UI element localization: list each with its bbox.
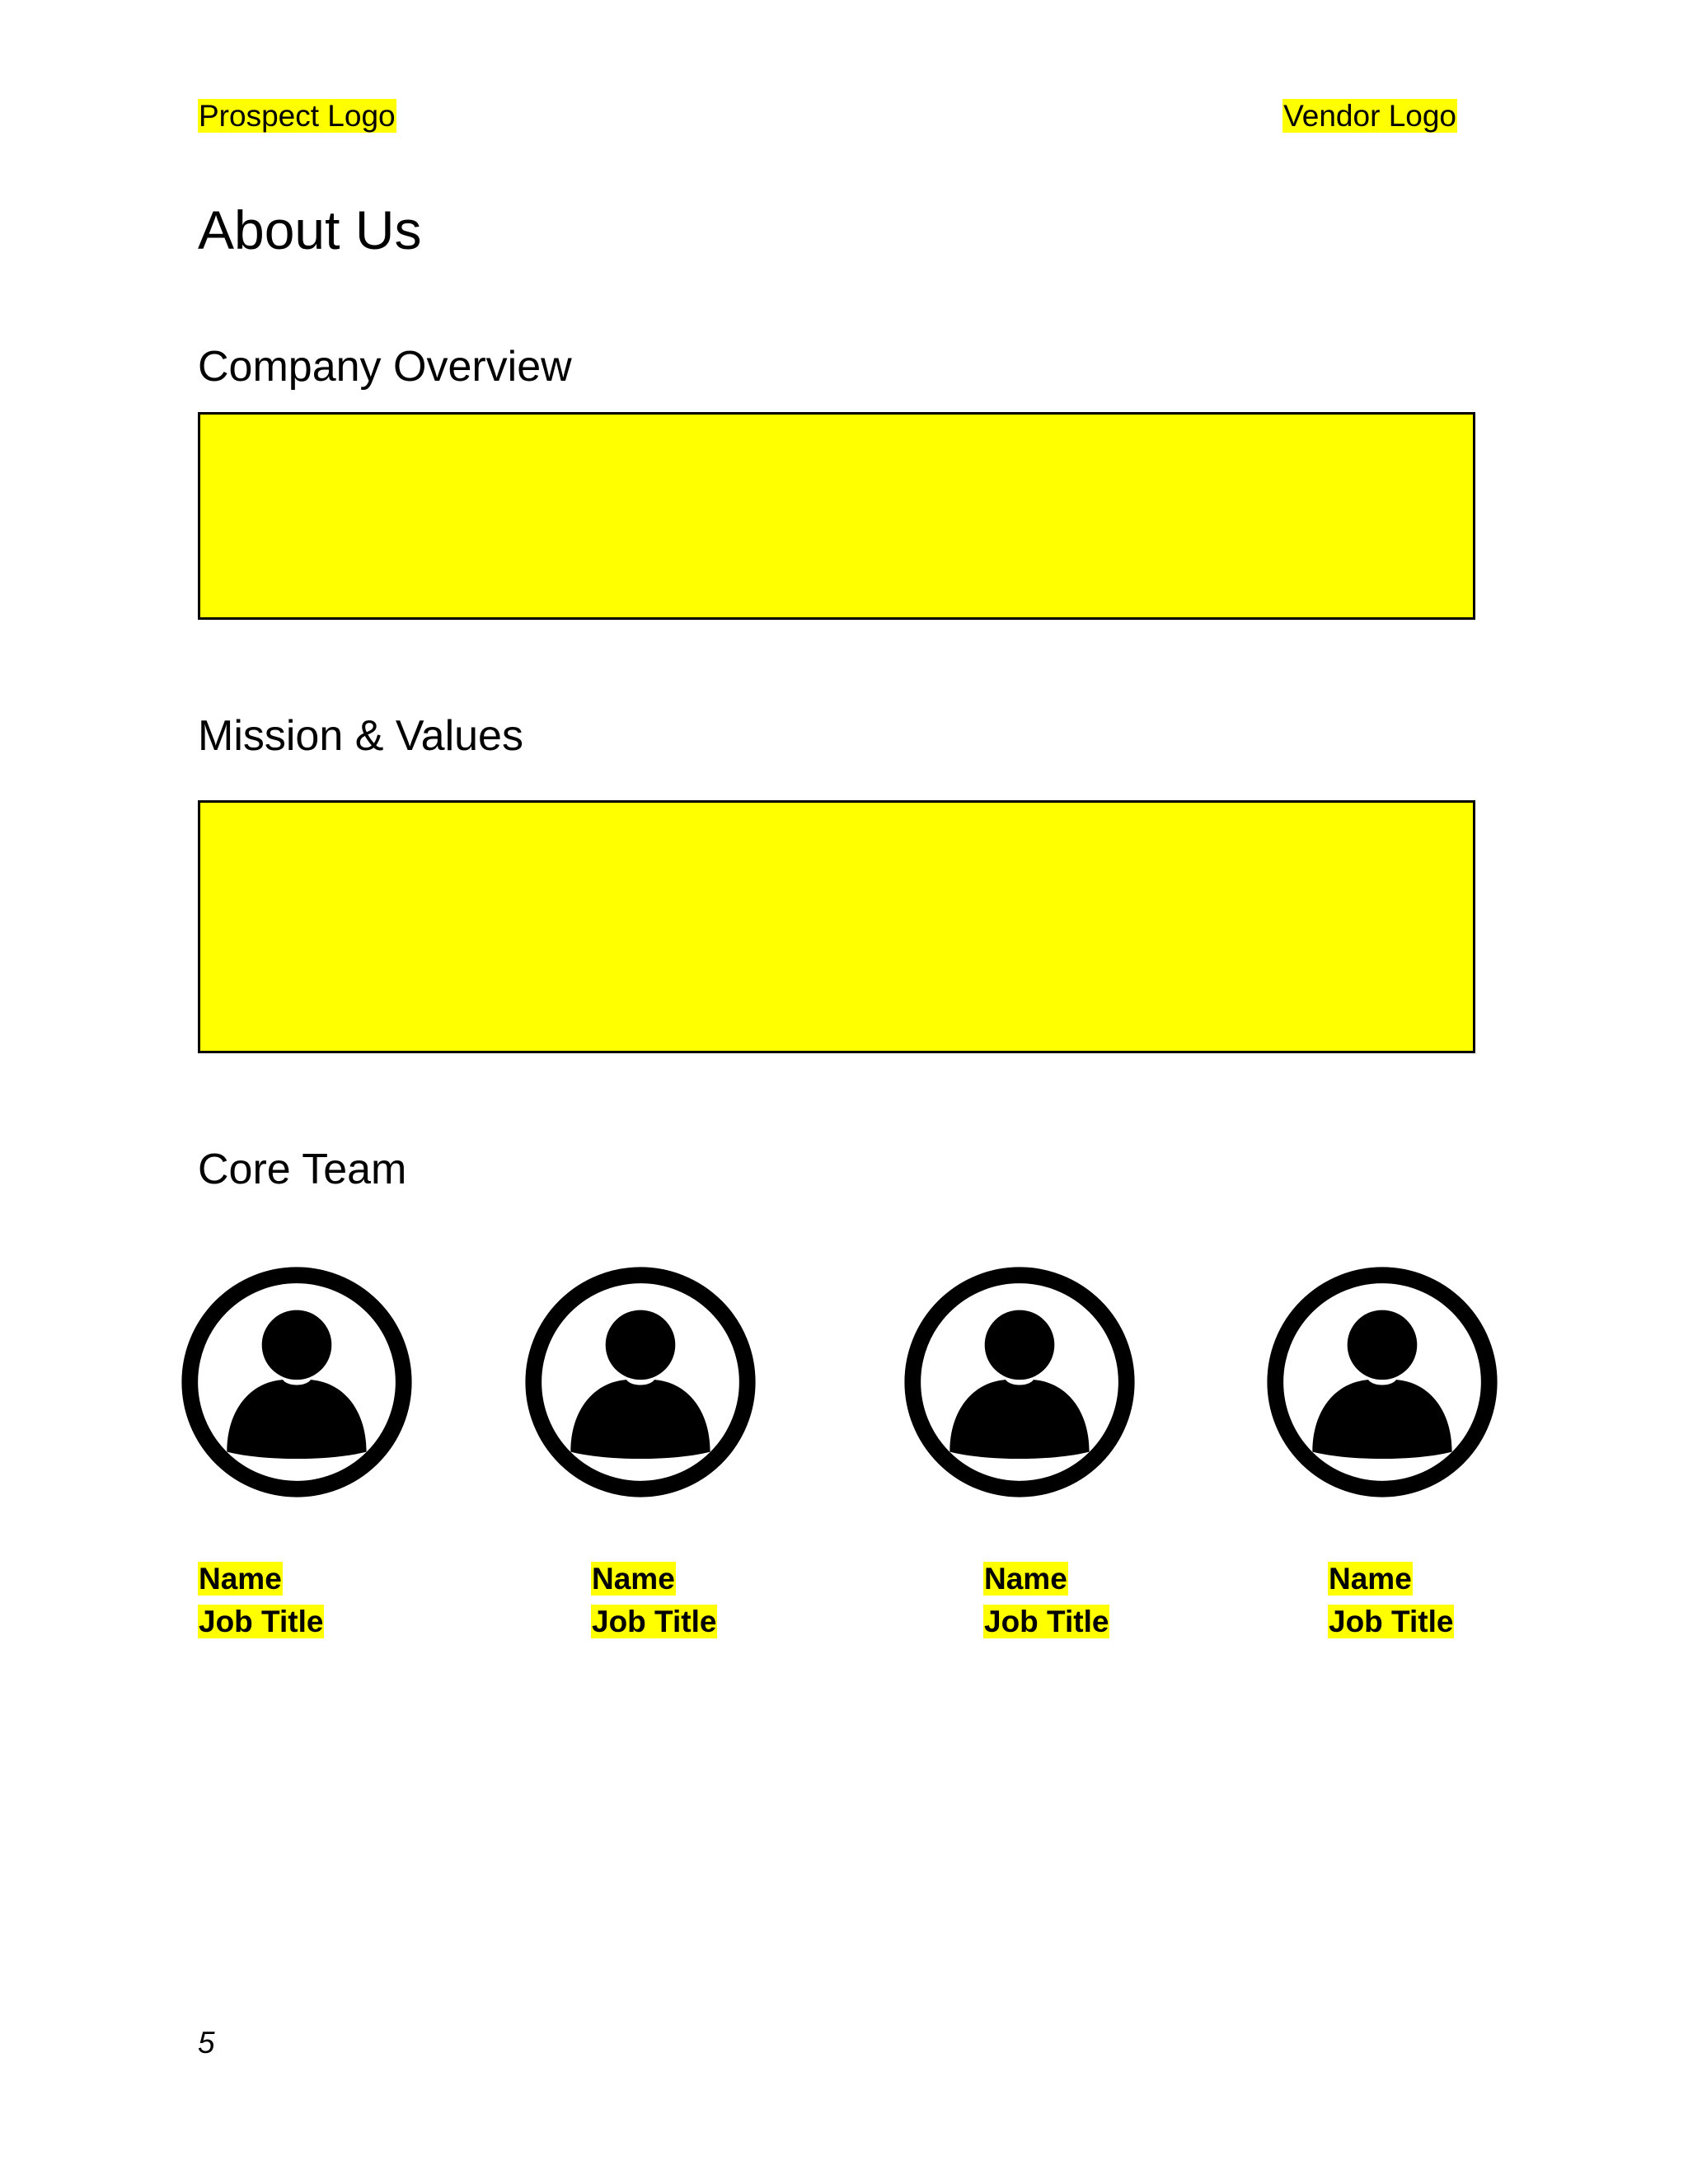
mission-values-heading: Mission & Values (198, 712, 523, 760)
page-number: 5 (198, 2026, 215, 2060)
company-overview-heading: Company Overview (198, 343, 572, 391)
page-title: About Us (198, 199, 422, 260)
member-job-title: Job Title (984, 1605, 1109, 1638)
company-overview-box[interactable] (198, 412, 1475, 620)
team-member-card (198, 1562, 324, 1639)
member-name: Name (984, 1562, 1067, 1596)
member-job-title: Job Title (1329, 1605, 1454, 1638)
member-name: Name (592, 1562, 675, 1596)
user-avatar-icon (524, 1266, 757, 1498)
user-avatar-icon (903, 1266, 1136, 1498)
member-job-title: Job Title (199, 1605, 324, 1638)
core-team-heading: Core Team (198, 1146, 407, 1193)
user-avatar-icon (181, 1266, 413, 1498)
team-member-card (591, 1562, 717, 1639)
prospect-logo-placeholder: Prospect Logo (199, 99, 396, 133)
user-avatar-icon (1266, 1266, 1498, 1498)
team-member-card (983, 1562, 1109, 1639)
member-name: Name (199, 1562, 282, 1596)
mission-values-box[interactable] (198, 800, 1475, 1053)
vendor-logo-placeholder: Vendor Logo (1283, 99, 1456, 133)
member-name: Name (1329, 1562, 1412, 1596)
team-member-card (1328, 1562, 1454, 1639)
member-job-title: Job Title (592, 1605, 717, 1638)
